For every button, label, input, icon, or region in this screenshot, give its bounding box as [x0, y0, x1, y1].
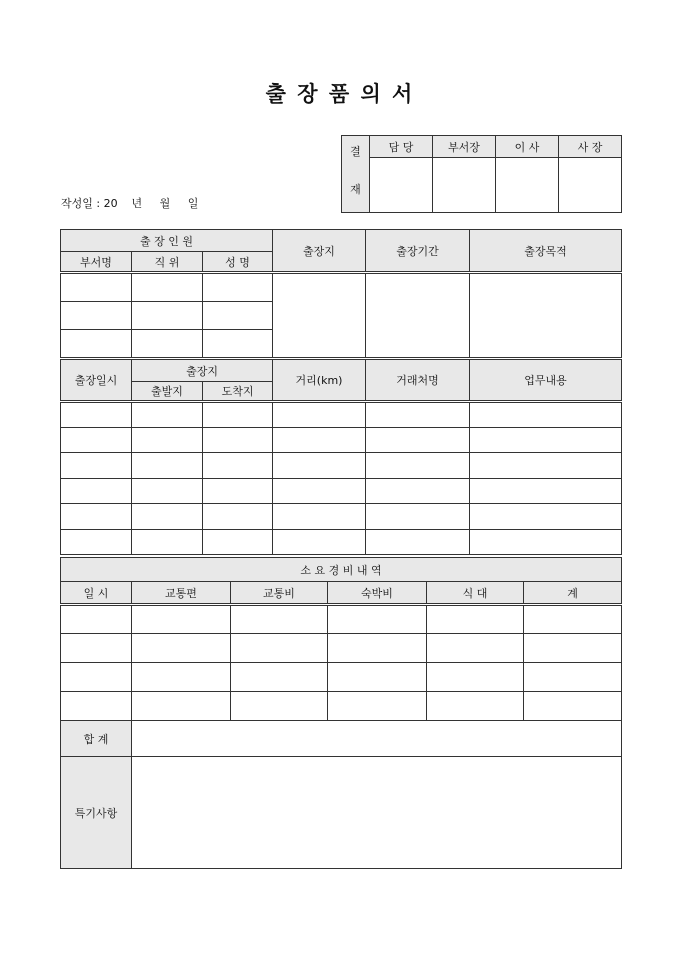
travel-cell[interactable]	[132, 479, 203, 504]
approval-side-bottom: 재	[342, 166, 370, 213]
col-travel-date: 출장일시	[61, 360, 132, 402]
travel-cell[interactable]	[203, 402, 273, 428]
travel-cell[interactable]	[203, 479, 273, 504]
notes-cell[interactable]	[132, 757, 622, 869]
approval-sign-director[interactable]	[496, 158, 559, 213]
col-destination: 출장지	[273, 230, 366, 273]
travel-cell[interactable]	[132, 428, 203, 453]
col-arrival: 도착지	[203, 382, 273, 402]
travel-cell[interactable]	[203, 428, 273, 453]
approval-header-director: 이 사	[496, 136, 559, 158]
col-name: 성 명	[203, 252, 273, 273]
col-subtotal: 계	[524, 582, 622, 605]
travel-cell[interactable]	[61, 428, 132, 453]
travel-table	[60, 359, 622, 555]
people-cell[interactable]	[61, 302, 132, 330]
people-cell[interactable]	[61, 273, 132, 302]
people-cell[interactable]	[203, 302, 273, 330]
travel-cell[interactable]	[470, 530, 622, 555]
travel-cell[interactable]	[203, 530, 273, 555]
expense-cell[interactable]	[231, 605, 328, 634]
destination-cell[interactable]	[273, 273, 366, 358]
col-lodging-cost: 숙박비	[328, 582, 427, 605]
people-cell[interactable]	[132, 302, 203, 330]
total-value-cell[interactable]	[132, 721, 622, 757]
col-work: 업무내용	[470, 360, 622, 402]
written-date: 작성일 : 20 년 월 일	[61, 197, 199, 210]
travel-cell[interactable]	[132, 530, 203, 555]
people-cell[interactable]	[132, 330, 203, 358]
travel-group-header: 출장지	[132, 360, 273, 382]
people-cell[interactable]	[61, 330, 132, 358]
expense-section-title: 소 요 경 비 내 역	[61, 558, 622, 582]
travel-cell[interactable]	[273, 479, 366, 504]
period-cell[interactable]	[366, 273, 470, 358]
travel-cell[interactable]	[61, 504, 132, 530]
page-title: 출 장 품 의 서	[265, 81, 415, 106]
expense-cell[interactable]	[427, 663, 524, 692]
expense-cell[interactable]	[328, 605, 427, 634]
people-group-header: 출 장 인 원	[61, 230, 273, 252]
expense-cell[interactable]	[61, 634, 132, 663]
col-expense-date: 일 시	[61, 582, 132, 605]
travel-cell[interactable]	[470, 402, 622, 428]
travel-cell[interactable]	[132, 402, 203, 428]
approval-sign-staff[interactable]	[370, 158, 433, 213]
col-departure: 출발지	[132, 382, 203, 402]
expense-cell[interactable]	[427, 634, 524, 663]
expense-cell[interactable]	[132, 634, 231, 663]
travel-cell[interactable]	[203, 453, 273, 479]
col-distance: 거리(km)	[273, 360, 366, 402]
travel-cell[interactable]	[366, 504, 470, 530]
travel-cell[interactable]	[366, 402, 470, 428]
expense-cell[interactable]	[328, 634, 427, 663]
expense-cell[interactable]	[231, 692, 328, 721]
travel-cell[interactable]	[61, 402, 132, 428]
expense-cell[interactable]	[524, 634, 622, 663]
expense-cell[interactable]	[61, 663, 132, 692]
travel-cell[interactable]	[273, 453, 366, 479]
approval-sign-dept-head[interactable]	[433, 158, 496, 213]
approval-table	[341, 135, 622, 213]
expense-table	[60, 557, 622, 869]
travel-cell[interactable]	[61, 530, 132, 555]
col-transport-mode: 교통편	[132, 582, 231, 605]
expense-cell[interactable]	[328, 692, 427, 721]
col-purpose: 출장목적	[470, 230, 622, 273]
expense-cell[interactable]	[524, 663, 622, 692]
travel-cell[interactable]	[203, 504, 273, 530]
col-meal-cost: 식 대	[427, 582, 524, 605]
expense-cell[interactable]	[231, 634, 328, 663]
expense-cell[interactable]	[132, 663, 231, 692]
travel-cell[interactable]	[273, 402, 366, 428]
expense-cell[interactable]	[132, 692, 231, 721]
col-client: 거래처명	[366, 360, 470, 402]
travel-cell[interactable]	[470, 428, 622, 453]
travel-cell[interactable]	[132, 504, 203, 530]
travel-cell[interactable]	[470, 504, 622, 530]
col-transport-cost: 교통비	[231, 582, 328, 605]
approval-sign-president[interactable]	[559, 158, 622, 213]
approval-header-dept-head: 부서장	[433, 136, 496, 158]
travel-cell[interactable]	[366, 428, 470, 453]
travel-cell[interactable]	[273, 530, 366, 555]
travel-cell[interactable]	[273, 428, 366, 453]
travel-cell[interactable]	[61, 479, 132, 504]
travel-cell[interactable]	[470, 479, 622, 504]
approval-side-top: 결	[342, 136, 370, 166]
travel-cell[interactable]	[132, 453, 203, 479]
people-table	[60, 229, 622, 358]
expense-cell[interactable]	[61, 605, 132, 634]
col-position: 직 위	[132, 252, 203, 273]
approval-header-staff: 담 당	[370, 136, 433, 158]
expense-cell[interactable]	[132, 605, 231, 634]
expense-cell[interactable]	[427, 605, 524, 634]
col-period: 출장기간	[366, 230, 470, 273]
travel-cell[interactable]	[61, 453, 132, 479]
col-department: 부서명	[61, 252, 132, 273]
travel-cell[interactable]	[366, 479, 470, 504]
approval-header-president: 사 장	[559, 136, 622, 158]
expense-cell[interactable]	[524, 605, 622, 634]
expense-cell[interactable]	[328, 663, 427, 692]
travel-cell[interactable]	[273, 504, 366, 530]
expense-cell[interactable]	[231, 663, 328, 692]
expense-cell[interactable]	[61, 692, 132, 721]
travel-cell[interactable]	[470, 453, 622, 479]
expense-cell[interactable]	[427, 692, 524, 721]
people-cell[interactable]	[132, 273, 203, 302]
purpose-cell[interactable]	[470, 273, 622, 358]
expense-cell[interactable]	[524, 692, 622, 721]
notes-label: 특기사항	[61, 757, 132, 869]
people-cell[interactable]	[203, 273, 273, 302]
travel-cell[interactable]	[366, 453, 470, 479]
people-cell[interactable]	[203, 330, 273, 358]
travel-cell[interactable]	[366, 530, 470, 555]
total-label: 합 계	[61, 721, 132, 757]
